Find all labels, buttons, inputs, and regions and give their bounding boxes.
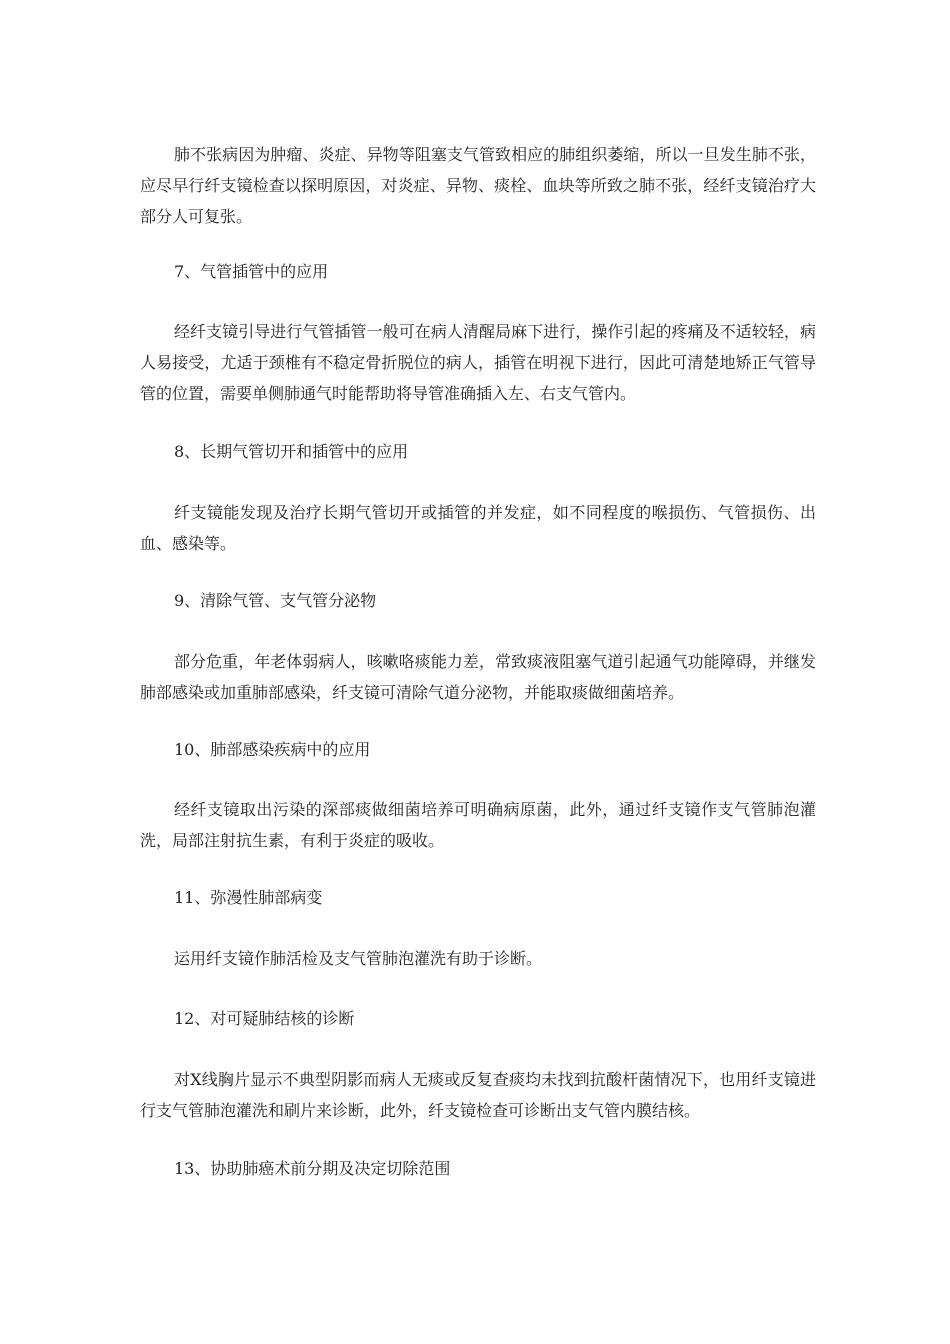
heading-section-13: 13、协助肺癌术前分期及决定切除范围 [174,1159,451,1178]
heading-section-8: 8、长期气管切开和插管中的应用 [174,442,409,461]
heading-section-12: 12、对可疑肺结核的诊断 [174,1009,355,1028]
paragraph-tuberculosis: 对X线胸片显示不典型阴影而病人无痰或反复查痰均未找到抗酸杆菌情况下，也用纤支镜进行支气管肺泡灌洗和刷片来诊断，此外，纤支镜检查可诊断出支气管内膜结核。 [140,1070,816,1120]
paragraph-diffuse-lesions: 运用纤支镜作肺活检及支气管肺泡灌洗有助于诊断。 [174,949,543,968]
paragraph-tracheostomy: 纤支镜能发现及治疗长期气管切开或插管的并发症，如不同程度的喉损伤、气管损伤、出血、感染等。 [140,503,816,553]
heading-section-11: 11、弥漫性肺部病变 [174,888,323,907]
heading-section-9: 9、清除气管、支气管分泌物 [174,591,377,610]
paragraph-lung-infection: 经纤支镜取出污染的深部痰做细菌培养可明确病原菌，此外，通过纤支镜作支气管肺泡灌洗，局部注射抗生素，有利于炎症的吸收。 [140,800,816,850]
heading-section-10: 10、肺部感染疾病中的应用 [174,740,371,759]
paragraph-intubation: 经纤支镜引导进行气管插管一般可在病人清醒局麻下进行，操作引起的疼痛及不适较轻，病人易接受，尤适于颈椎有不稳定骨折脱位的病人，插管在明视下进行，因此可清楚地矫正气管导管的位置，需要单侧肺通气时能帮助将导管准确插入左、右支气管内。 [140,322,816,403]
paragraph-secretions: 部分危重，年老体弱病人，咳嗽咯痰能力差，常致痰液阻塞气道引起通气功能障碍，并继发肺部感染或加重肺部感染，纤支镜可清除气道分泌物，并能取痰做细菌培养。 [140,652,816,702]
paragraph-atelectasis: 肺不张病因为肿瘤、炎症、异物等阻塞支气管致相应的肺组织萎缩，所以一旦发生肺不张，应尽早行纤支镜检查以探明原因，对炎症、异物、痰栓、血块等所致之肺不张，经纤支镜治疗大部分人可复张。 [140,145,816,226]
heading-section-7: 7、气管插管中的应用 [174,262,329,281]
